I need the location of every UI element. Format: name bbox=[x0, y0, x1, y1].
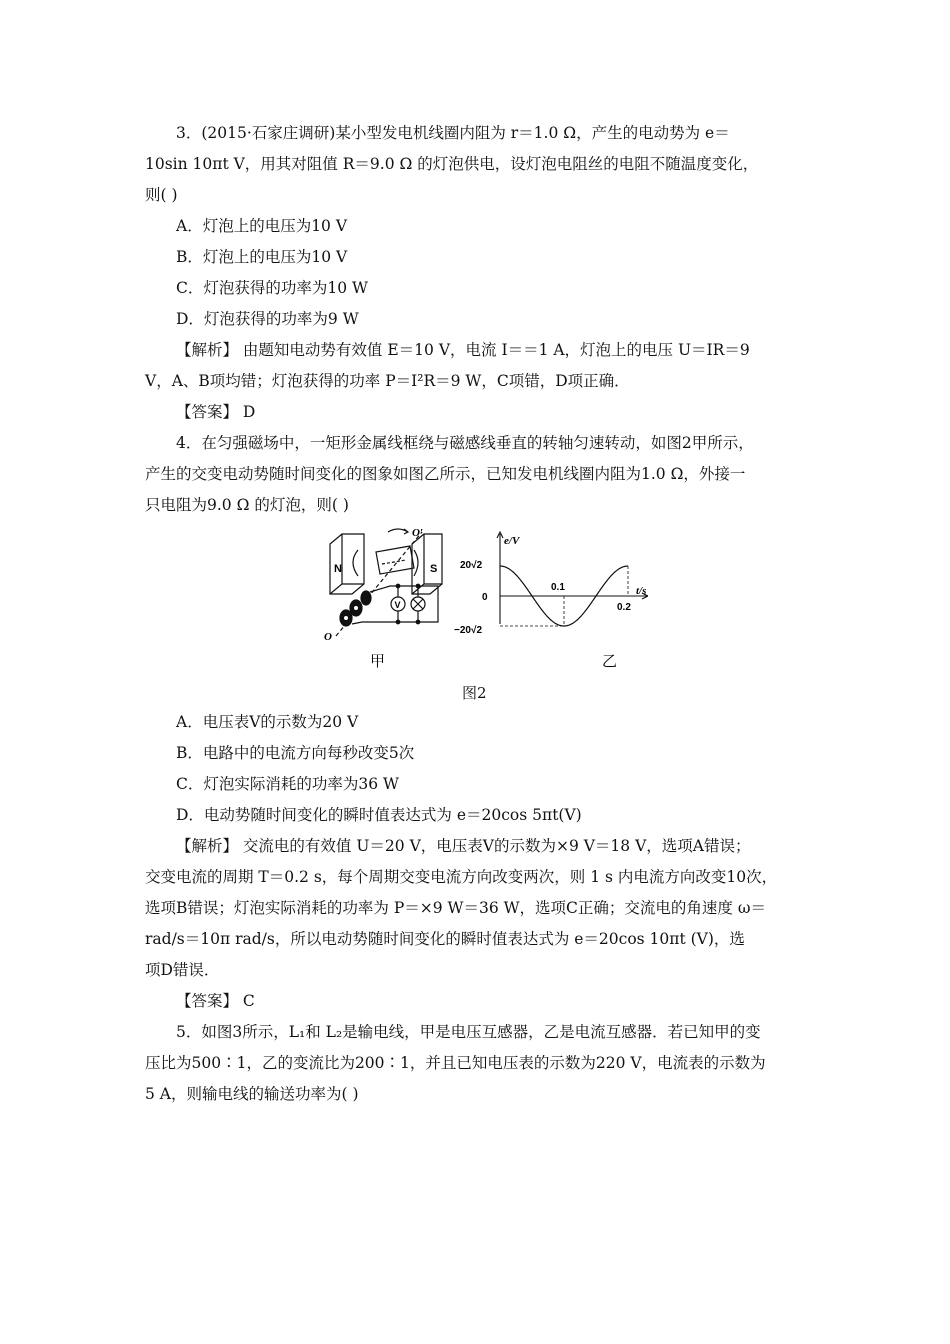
y-tick-pos: 20√2 bbox=[460, 560, 483, 571]
magnet-n-label: N bbox=[334, 563, 342, 575]
text-line-q4_l3: 只电阻为9.0 Ω 的灯泡，则( ) bbox=[145, 496, 349, 514]
x-tick-2: 0.2 bbox=[617, 602, 631, 613]
text-line-q5_l2: 压比为500∶1，乙的变流比为200∶1，并且已知电压表的示数为220 V，电流表的示数为 bbox=[145, 1054, 766, 1072]
text-line-q4_ana5: 项D错误． bbox=[145, 961, 220, 979]
text-line-q4_b: B．电路中的电流方向每秒改变5次 bbox=[176, 744, 415, 762]
text-line-q4_ans: 【答案】 C bbox=[176, 992, 255, 1010]
text-line-q4_l2: 产生的交变电动势随时间变化的图象如图乙所示，已知发电机线圈内阻为1.0 Ω，外接一 bbox=[145, 465, 746, 483]
voltmeter-label: V bbox=[394, 600, 401, 610]
text-line-q4_c: C．灯泡实际消耗的功率为36 W bbox=[176, 775, 399, 793]
text-line-q3_l1: 3．(2015·石家庄调研)某小型发电机线圈内阻为 r＝1.0 Ω，产生的电动势为 e＝ bbox=[176, 124, 730, 142]
slip-ring-3 bbox=[361, 591, 371, 605]
x-tick-1: 0.1 bbox=[551, 582, 565, 593]
text-line-q4_d: D．电动势随时间变化的瞬时值表达式为 e＝20cos 5πt(V) bbox=[176, 806, 582, 824]
axis-bottom-label: O bbox=[324, 631, 332, 643]
text-line-q5_l3: 5 A，则输电线的输送功率为( ) bbox=[145, 1085, 359, 1103]
caption-right: 乙 bbox=[602, 652, 618, 670]
text-line-q3_c: C．灯泡获得的功率为10 W bbox=[176, 279, 368, 297]
axis-top-label: O′ bbox=[412, 527, 424, 539]
text-line-q4_a: A．电压表V的示数为20 V bbox=[176, 713, 359, 731]
y-tick-neg: −20√2 bbox=[454, 625, 483, 636]
text-line-q3_d: D．灯泡获得的功率为9 W bbox=[176, 310, 359, 328]
y-tick-zero: 0 bbox=[482, 592, 488, 603]
coil-frame bbox=[376, 546, 414, 574]
generator-diagram bbox=[330, 529, 442, 636]
text-line-q3_ans: 【答案】 D bbox=[176, 403, 256, 421]
caption-left: 甲 bbox=[370, 652, 386, 670]
et-chart bbox=[454, 532, 648, 636]
text-line-q3_ana2: V，A、B项均错；灯泡获得的功率 P＝I²R＝9 W，C项错，D项正确． bbox=[145, 372, 630, 390]
text-line-q5_l1: 5．如图3所示，L₁和 L₂是输电线，甲是电压互感器，乙是电流互感器．若已知甲的变 bbox=[176, 1023, 761, 1041]
text-line-q3_l2: 10sin 10πt V，用其对阻值 R＝9.0 Ω 的灯泡供电，设灯泡电阻丝的电阻不随温度变化， bbox=[145, 155, 759, 173]
y-axis-label: e/V bbox=[504, 535, 520, 547]
magnet-s-label: S bbox=[430, 563, 438, 575]
text-line-q3_ana1: 【解析】 由题知电动势有效值 E＝10 V，电流 I＝＝1 A，灯泡上的电压 U＝IR＝9 bbox=[176, 341, 750, 359]
text-line-q3_b: B．灯泡上的电压为10 V bbox=[176, 248, 348, 266]
figure-caption: 图2 bbox=[462, 684, 487, 702]
figure-2 bbox=[318, 524, 648, 674]
text-line-q4_ana3: 选项B错误；灯泡实际消耗的功率为 P＝×9 W＝36 W，选项C正确；交流电的角速度 ω＝ bbox=[145, 899, 766, 917]
x-axis-label: t/s bbox=[636, 585, 647, 597]
text-line-q3_a: A．灯泡上的电压为10 V bbox=[176, 217, 348, 235]
text-line-q4_l1: 4．在匀强磁场中，一矩形金属线框绕与磁感线垂直的转轴匀速转动，如图2甲所示， bbox=[176, 434, 754, 452]
text-line-q4_ana1: 【解析】 交流电的有效值 U＝20 V，电压表V的示数为×9 V＝18 V，选项A错误； bbox=[176, 837, 751, 855]
text-line-q4_ana2: 交变电流的周期 T＝0.2 s，每个周期交变电流方向改变两次，则 1 s 内电流方向改变10次， bbox=[145, 868, 778, 886]
text-line-q3_l3: 则( ) bbox=[145, 186, 178, 204]
text-line-q4_ana4: rad/s＝10π rad/s，所以电动势随时间变化的瞬时值表达式为 e＝20cos 10πt (V)，选 bbox=[145, 930, 745, 948]
